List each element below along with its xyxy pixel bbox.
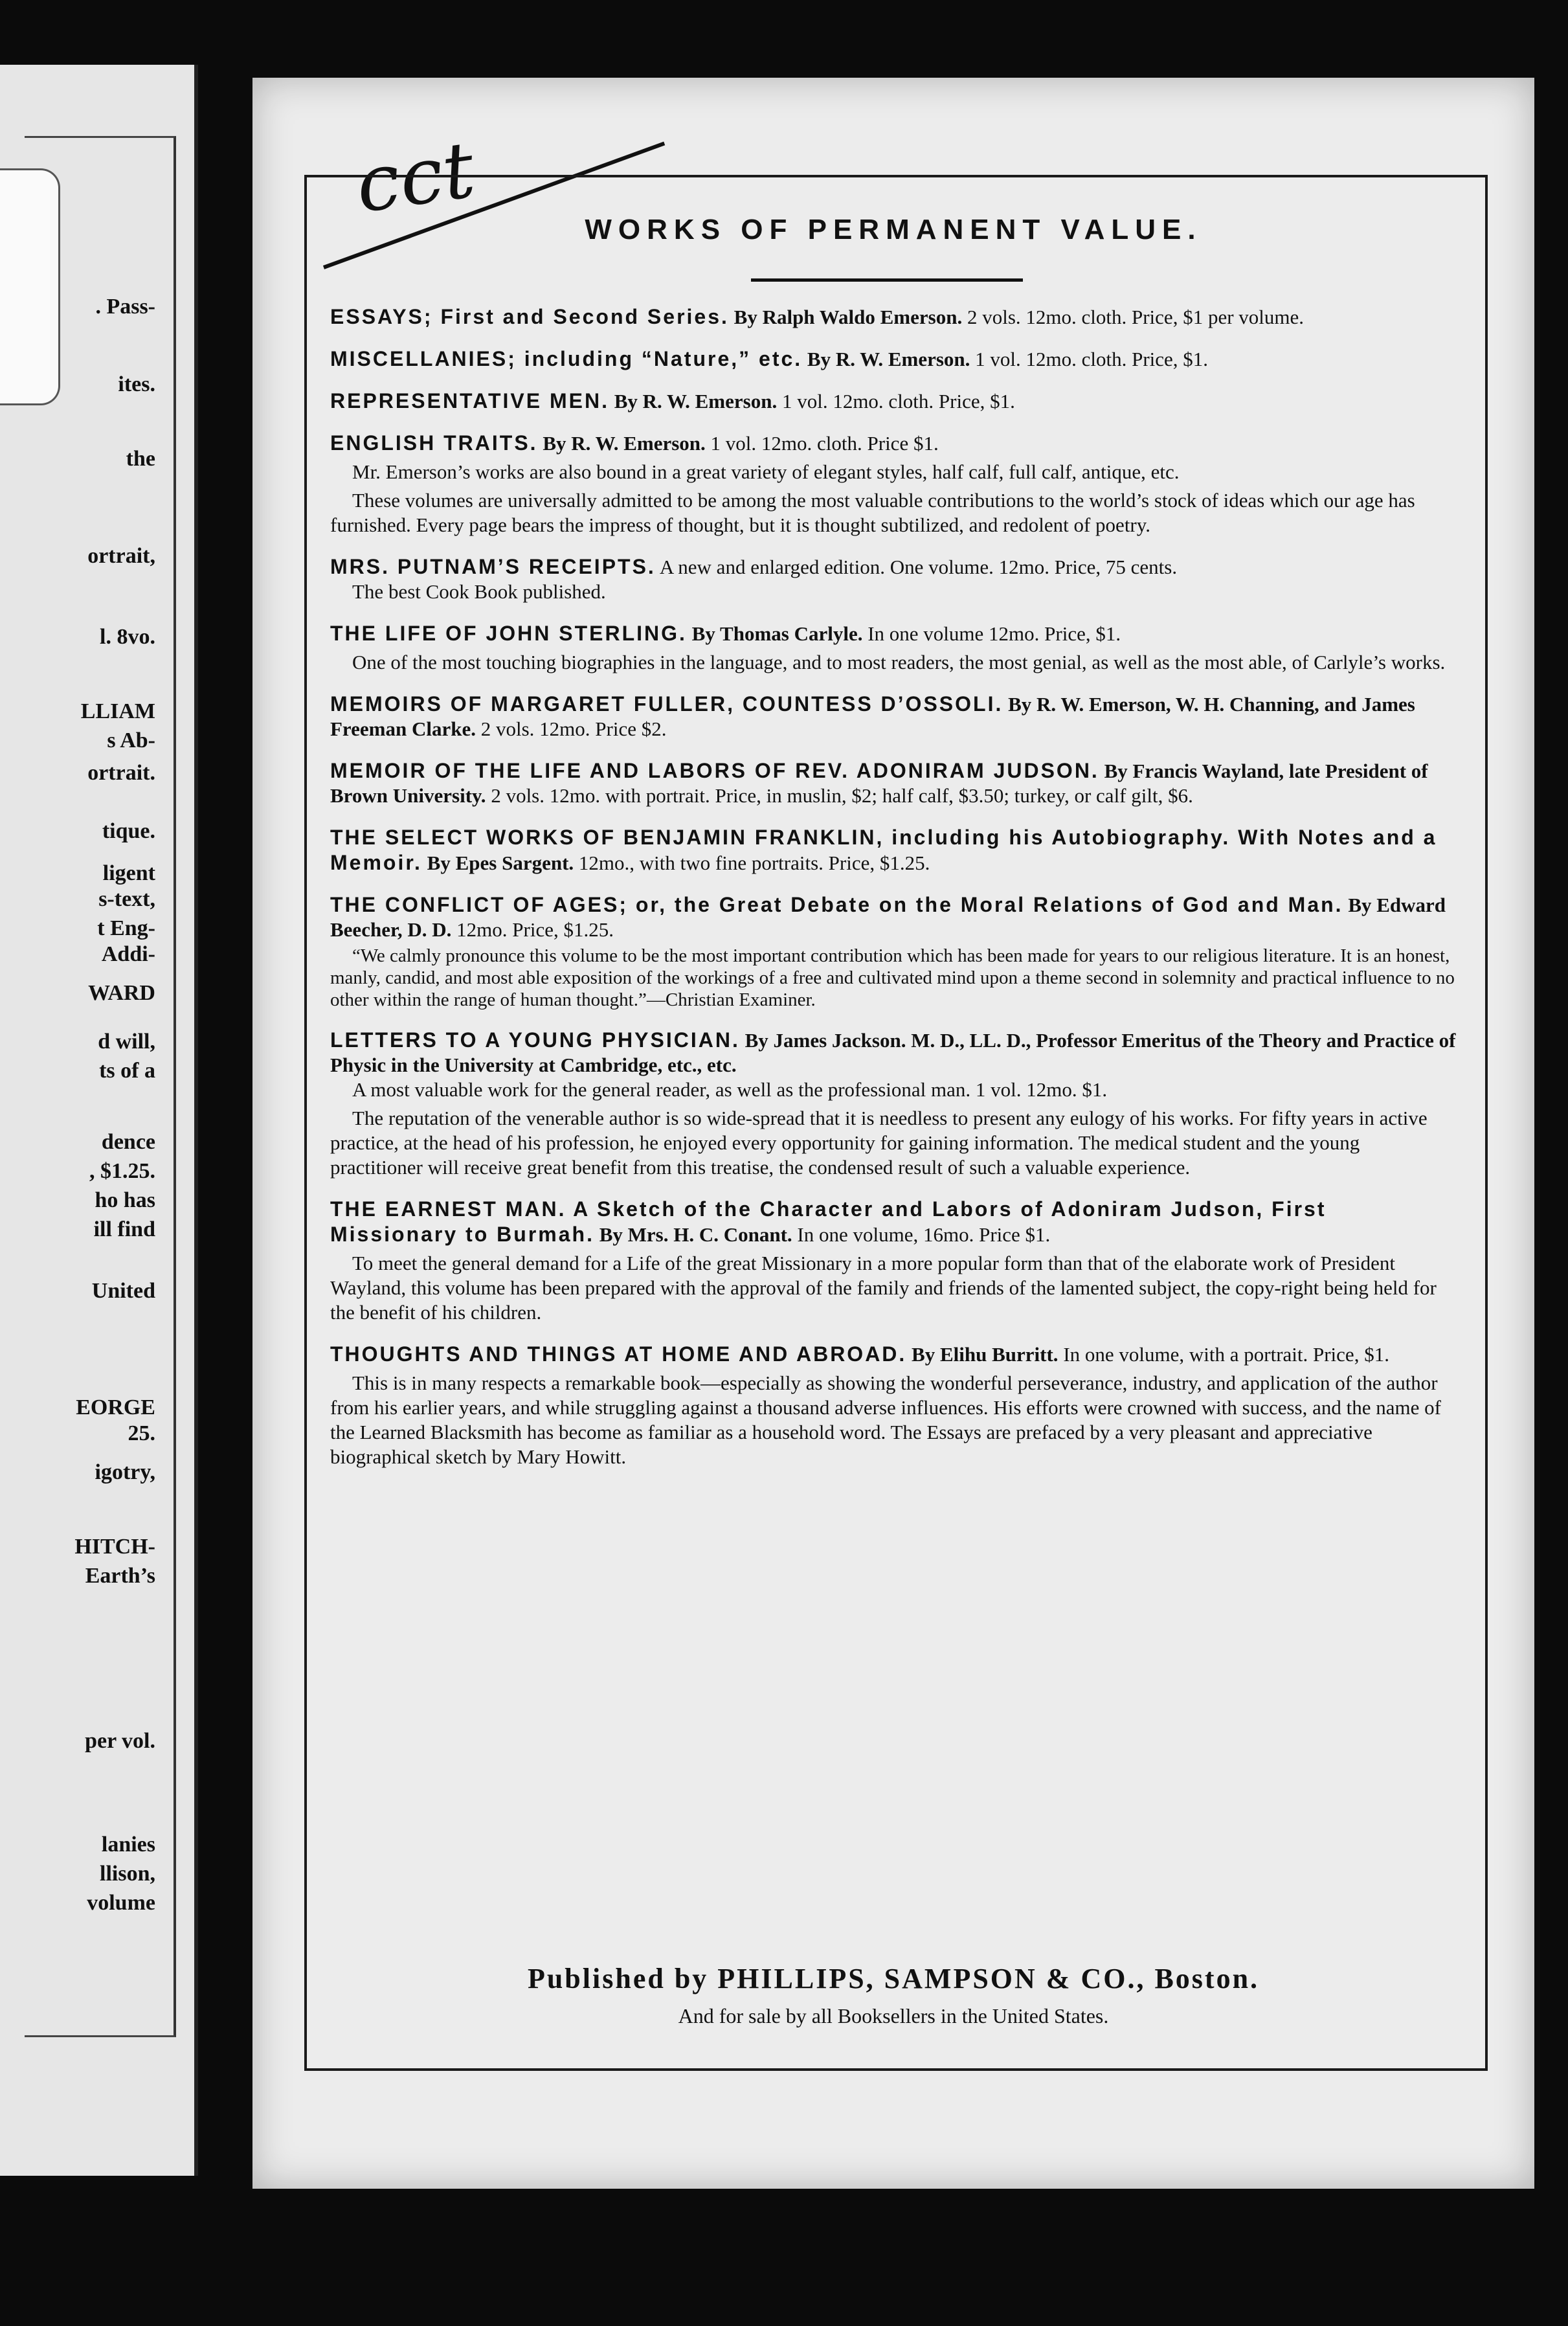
- entry-author: By Ralph Waldo Emerson.: [734, 306, 963, 328]
- adjacent-page-fragment: ites.: [118, 372, 155, 396]
- entry-title: THE LIFE OF JOHN STERLING.: [330, 622, 687, 645]
- adjacent-page-fragment: dence: [101, 1130, 155, 1154]
- entry-details: A most valuable work for the general reader, as well as the professional man. 1 vol. 12mo. $1.: [352, 1078, 1108, 1101]
- entry-note: One of the most touching biographies in the language, and to most readers, the most genial, as well as the most able, of Carlyle’s works.: [352, 651, 1446, 673]
- entry-margaret-fuller: [330, 692, 1457, 741]
- adjacent-page-fragment: United: [91, 1279, 155, 1303]
- adjacent-page-fragment: lanies: [101, 1833, 155, 1857]
- entry-note: Mr. Emerson’s works are also bound in a great variety of elegant styles, half calf, full calf, antique, etc.: [352, 460, 1180, 483]
- entry-details: 1 vol. 12mo. cloth. Price $1.: [710, 432, 939, 455]
- entry-details: In one volume 12mo. Price, $1.: [868, 622, 1121, 645]
- publisher-line: Published by PHILLIPS, SAMPSON & CO., Boston.: [527, 1963, 1260, 1994]
- entry-author: By R. W. Emerson.: [614, 390, 778, 412]
- adjacent-page-fragment: ortrait,: [87, 544, 155, 568]
- entry-thoughts-and-things: [330, 1342, 1457, 1469]
- entry-title: MEMOIRS OF MARGARET FULLER, COUNTESS D’OSSOLI.: [330, 692, 1003, 716]
- adjacent-page-fragment: ill find: [93, 1217, 155, 1241]
- adjacent-page-fragment: EORGE: [76, 1395, 155, 1419]
- entry-english-traits: [330, 431, 1457, 537]
- entry-details: 12mo. Price, $1.25.: [456, 918, 614, 941]
- entry-title: THE SELECT WORKS OF BENJAMIN FRANKLIN, including his Autobiography. With Notes and a Memoir.: [330, 826, 1437, 874]
- entry-title: MEMOIR OF THE LIFE AND LABORS OF REV. ADONIRAM JUDSON.: [330, 759, 1099, 782]
- entry-author: By Epes Sargent.: [427, 852, 574, 874]
- adjacent-page-fragment: WARD: [88, 981, 155, 1005]
- entry-title: THE CONFLICT OF AGES; or, the Great Debate on the Moral Relations of God and Man.: [330, 893, 1343, 916]
- entry-franklin: [330, 825, 1457, 875]
- entry-details: In one volume, with a portrait. Price, $1.: [1063, 1343, 1389, 1366]
- adjacent-page-fragment: 25.: [128, 1421, 155, 1445]
- adjacent-page-fragment: ortrait.: [87, 761, 155, 785]
- adjacent-page-fragment: Earth’s: [85, 1564, 155, 1588]
- margin-note: cct: [350, 124, 480, 231]
- entry-young-physician: [330, 1028, 1457, 1180]
- adjacent-page-fragment: per vol.: [85, 1729, 155, 1753]
- entry-note: These volumes are universally admitted to be among the most valuable contributions to the world’s stock of ideas which our age has furnished. Every page bears the impress of thought, but it is thought subtilized, and redolent of poetry.: [330, 489, 1415, 536]
- entry-title: ESSAYS; First and Second Series.: [330, 305, 729, 328]
- adjacent-page-fragment: tique.: [102, 819, 155, 843]
- entry-details: 1 vol. 12mo. cloth. Price, $1.: [781, 390, 1015, 412]
- entry-title: MRS. PUTNAM’S RECEIPTS.: [330, 555, 656, 578]
- entry-title: ENGLISH TRAITS.: [330, 431, 538, 455]
- adjacent-page-fragment: d will,: [98, 1030, 155, 1054]
- entry-details: 12mo., with two fine portraits. Price, $1.25.: [578, 852, 930, 874]
- entry-author: By R. W. Emerson.: [543, 432, 706, 455]
- entry-list: [330, 304, 1457, 1486]
- adjacent-page-fragment: volume: [87, 1891, 155, 1915]
- adjacent-page-fragment: Addi-: [101, 942, 155, 966]
- adjacent-page-fragment: ligent: [102, 861, 155, 885]
- adjacent-page-tab: [0, 168, 60, 405]
- entry-author: By Elihu Burritt.: [912, 1343, 1058, 1366]
- entry-note: The best Cook Book published.: [352, 580, 606, 603]
- adjacent-page-fragment: HITCH-: [74, 1535, 155, 1559]
- adjacent-page: [0, 65, 198, 2176]
- adjacent-page-fragment: ts of a: [99, 1059, 155, 1083]
- adjacent-page-fragment: LLIAM: [80, 699, 155, 723]
- entry-judson-memoir: [330, 758, 1457, 808]
- entry-details: A new and enlarged edition. One volume. 12mo. Price, 75 cents.: [659, 556, 1178, 578]
- entry-details: 2 vols. 12mo. Price $2.: [480, 717, 667, 740]
- entry-title: LETTERS TO A YOUNG PHYSICIAN.: [330, 1028, 740, 1052]
- entry-earnest-man: [330, 1197, 1457, 1325]
- advertisement-page: [252, 78, 1534, 2189]
- entry-representative-men: [330, 389, 1457, 414]
- adjacent-page-fragment: s-text,: [98, 887, 155, 911]
- adjacent-page-fragment: t Eng-: [97, 916, 155, 940]
- entry-details: 2 vols. 12mo. with portrait. Price, in muslin, $2; half calf, $3.50; turkey, or calf gilt, $6.: [491, 784, 1193, 807]
- entry-author: By R. W. Emerson, W. H. Channing, and James Freeman Clarke.: [330, 693, 1415, 740]
- page-title: WORKS OF PERMANENT VALUE.: [585, 214, 1202, 245]
- entry-author: By Thomas Carlyle.: [691, 622, 863, 645]
- entry-details: In one volume, 16mo. Price $1.: [797, 1223, 1051, 1246]
- adjacent-page-fragment: l. 8vo.: [100, 625, 155, 649]
- adjacent-page-fragment: ho has: [95, 1188, 155, 1212]
- entry-miscellanies: [330, 346, 1457, 372]
- adjacent-page-fragment: . Pass-: [95, 295, 155, 319]
- entry-note: This is in many respects a remarkable book—especially as showing the wonderful perseverance, industry, and application of the author from his earlier years, and while struggling against a thousand adverse influences. His efforts were crowned with success, and the name of the Learned Blacksmith has become as familiar as a household word. The Essays are prefaced by a very pleasant and appreciative biographical sketch by Mary Howitt.: [330, 1372, 1441, 1468]
- entry-putnam-receipts: [330, 554, 1457, 604]
- entry-conflict-of-ages: [330, 892, 1457, 1011]
- entry-details: 2 vols. 12mo. cloth. Price, $1 per volume.: [967, 306, 1305, 328]
- adjacent-page-fragment: llison,: [100, 1862, 155, 1886]
- adjacent-page-fragment: s Ab-: [107, 728, 155, 752]
- title-rule: [751, 278, 1023, 282]
- adjacent-page-fragment: , $1.25.: [89, 1159, 155, 1183]
- entry-author: By R. W. Emerson.: [807, 348, 970, 370]
- publisher-subline: And for sale by all Booksellers in the United States.: [678, 2004, 1109, 2027]
- entry-details: 1 vol. 12mo. cloth. Price, $1.: [975, 348, 1209, 370]
- entry-author: By Mrs. H. C. Conant.: [599, 1223, 792, 1246]
- entry-author: By Edward Beecher, D. D.: [330, 894, 1446, 941]
- entry-essays: [330, 304, 1457, 330]
- entry-title: THE EARNEST MAN. A Sketch of the Character and Labors of Adoniram Judson, First Missionary to Burmah.: [330, 1197, 1327, 1246]
- adjacent-page-fragment: igotry,: [95, 1460, 155, 1484]
- entry-quote: “We calmly pronounce this volume to be the most important contribution which has been made for years to our religious literature. It is an honest, manly, candid, and most able exposition of the workings of a free and cultivated mind upon a theme second in solemnity and practical influence to no other within the range of human thought.”—Christian Examiner.: [330, 945, 1455, 1010]
- entry-note: To meet the general demand for a Life of the great Missionary in a more popular form than that of the elaborate work of President Wayland, this volume has been prepared with the approval of the family and friends of the lamented subject, the copy-right being held for the benefit of his children.: [330, 1252, 1437, 1324]
- adjacent-page-fragment: the: [126, 447, 155, 471]
- entry-note: The reputation of the venerable author is so wide-spread that it is needless to present any eulogy of his works. For fifty years in active practice, at the head of his profession, he enjoyed every opportunity for gaining information. The medical student and the young practitioner will receive great benefit from this treatise, the condensed result of such a valuable experience.: [330, 1107, 1428, 1179]
- entry-john-sterling: [330, 621, 1457, 675]
- entry-title: REPRESENTATIVE MEN.: [330, 389, 609, 412]
- entry-author: By Francis Wayland, late President of Brown University.: [330, 760, 1428, 807]
- entry-title: THOUGHTS AND THINGS AT HOME AND ABROAD.: [330, 1342, 907, 1366]
- entry-title: MISCELLANIES; including “Nature,” etc.: [330, 347, 803, 370]
- entry-author: By James Jackson. M. D., LL. D., Professor Emeritus of the Theory and Practice of Physic in the University at Cambridge, etc., etc.: [330, 1029, 1456, 1076]
